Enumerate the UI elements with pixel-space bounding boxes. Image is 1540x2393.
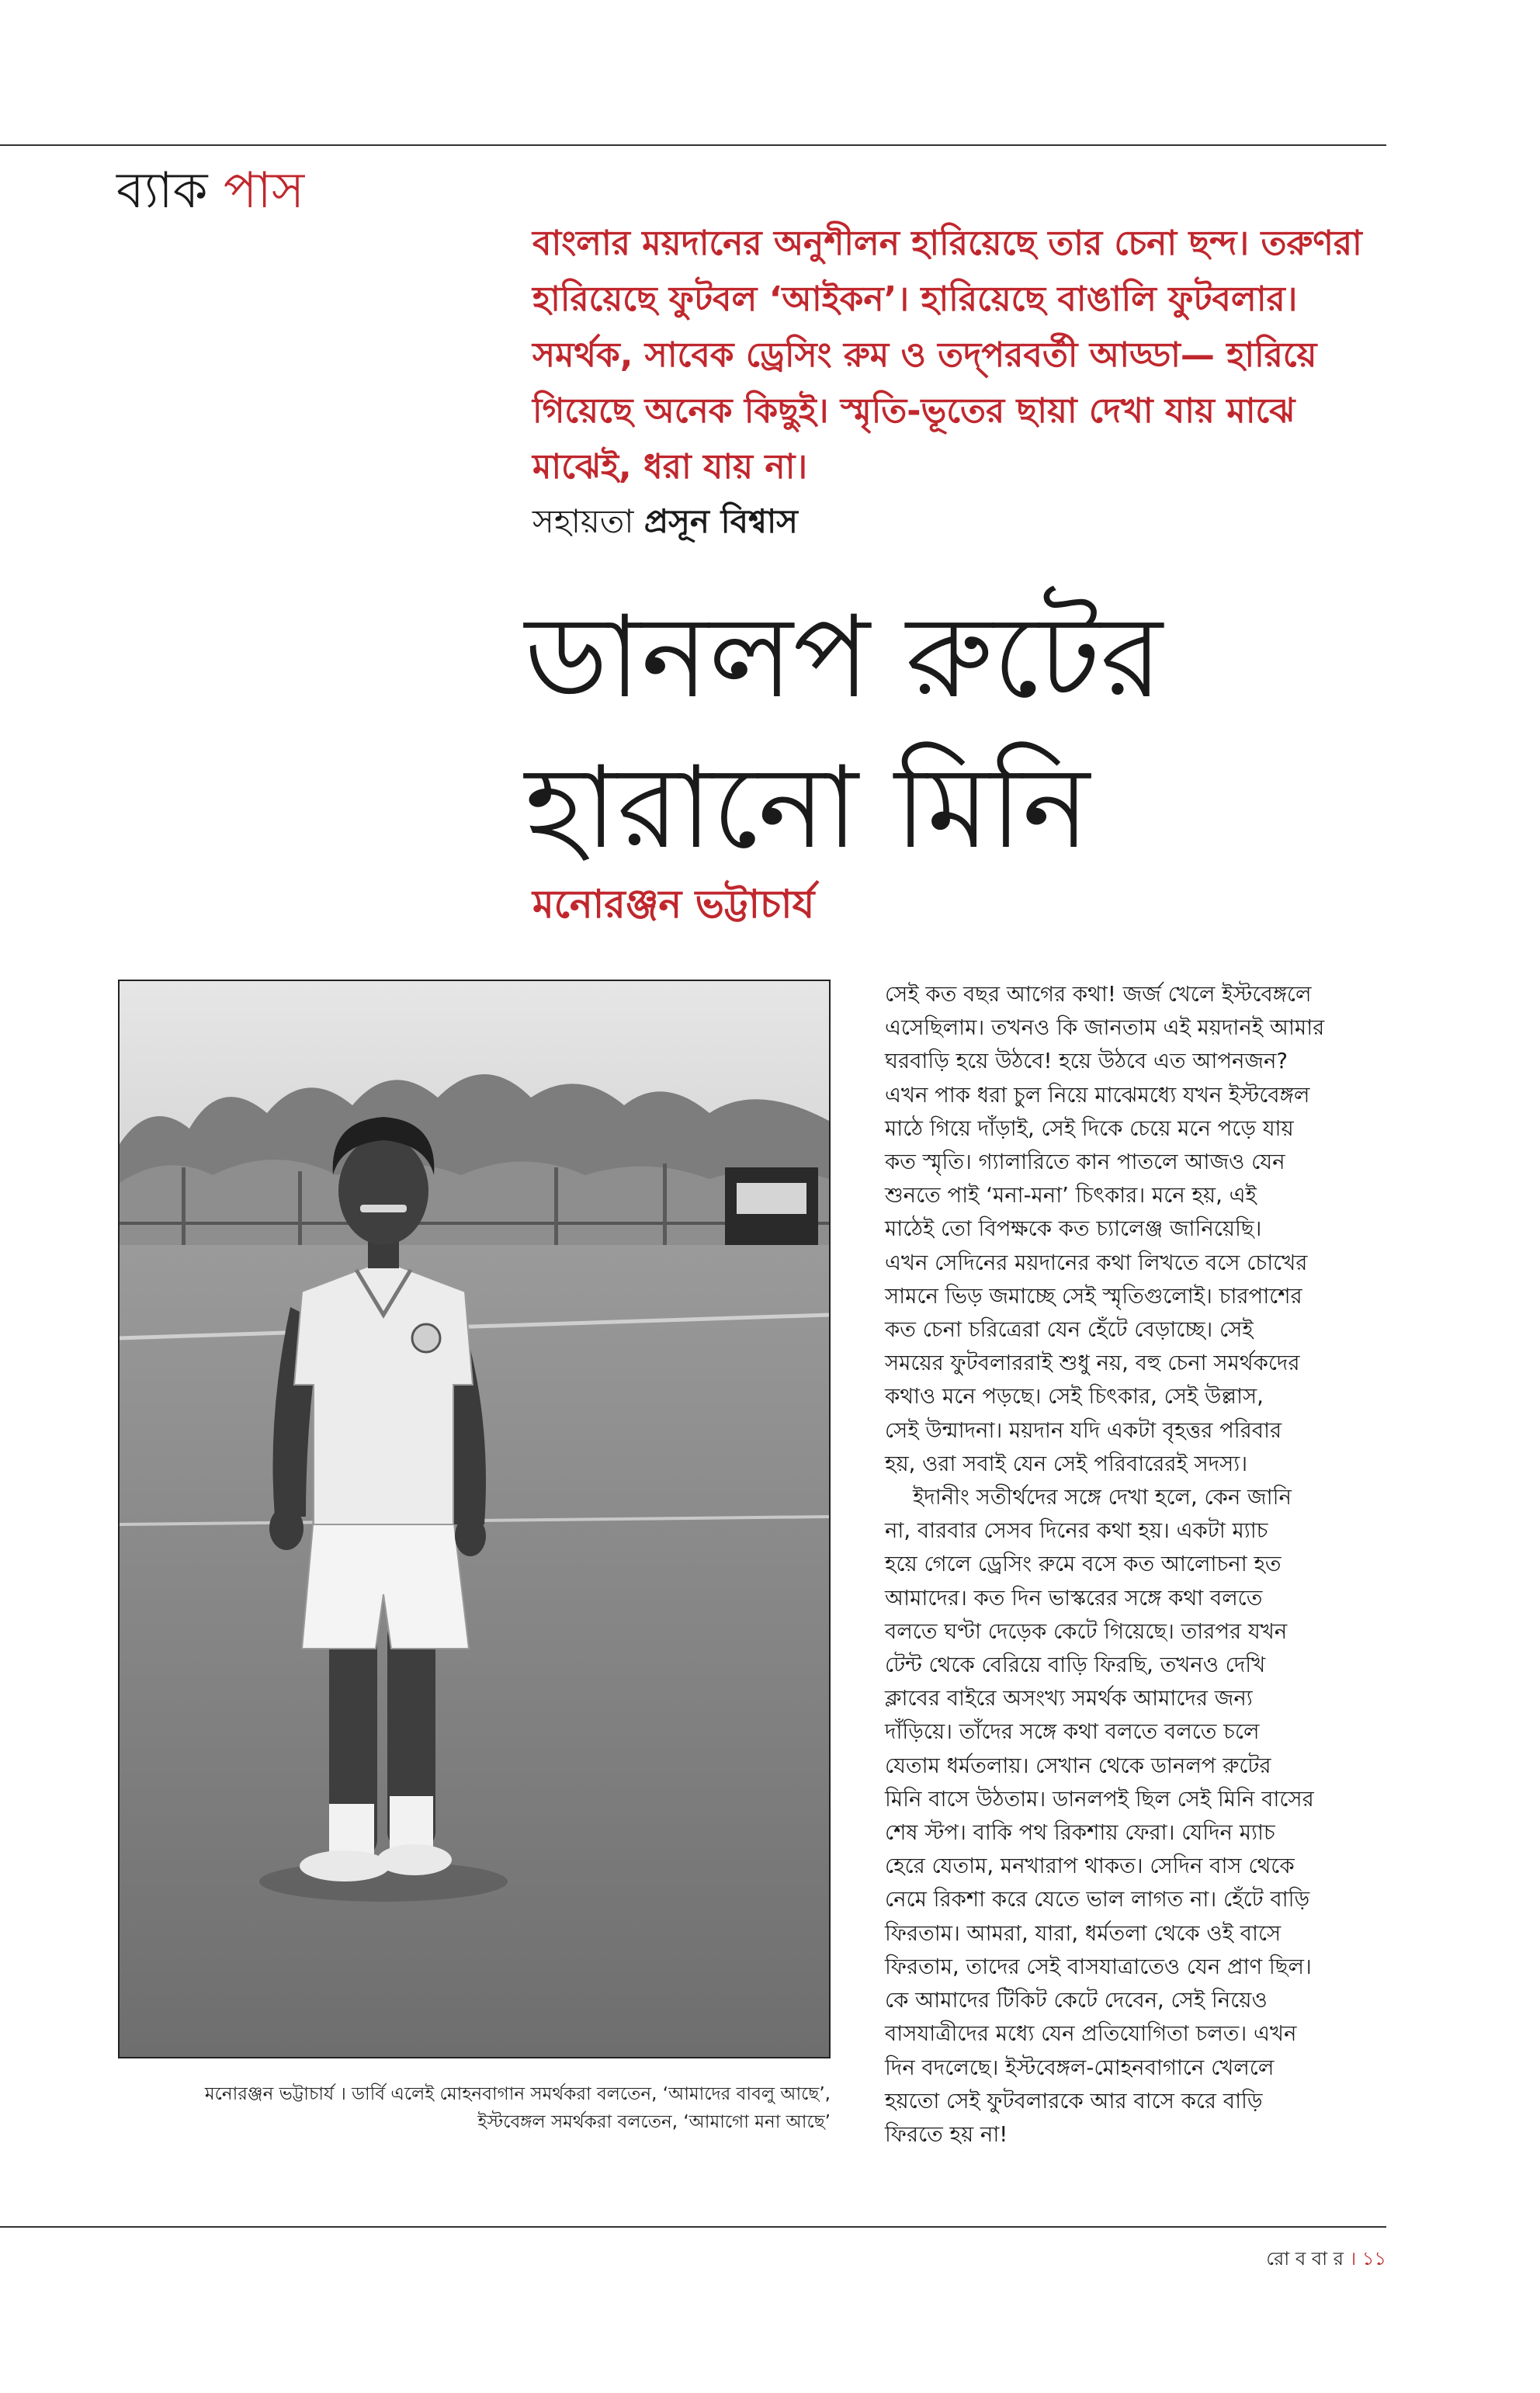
article-line: বাসযাত্রীদের মধ্যে যেন প্রতিযোগিতা চলত। এখন [885,2021,1297,2047]
photo-caption-line-2: ইস্টবেঙ্গল সমর্থকরা বলতেন, ‘আমাগো মনা আছে’ [477,2112,831,2132]
section-label [116,160,304,222]
article-line: সামনে ভিড় জমাচ্ছে সেই স্মৃতিগুলোই। চারপাশের [885,1283,1302,1309]
article-line: ক্লাবের বাইরে অসংখ্য সমর্থক আমাদের জন্য [885,1686,1253,1712]
article-line: মাঠেই তো বিপক্ষকে কত চ্যালেঞ্জ জানিয়েছি। [885,1216,1262,1242]
page-footer [1266,2245,1386,2273]
article-line: ফিরতাম। আমরা, যারা, ধর্মতলা থেকে ওই বাসে [885,1920,1282,1946]
photo-caption [118,2080,831,2136]
assist-credit [532,498,798,545]
bottom-rule [0,2226,1386,2228]
article-line: কত স্মৃতি। গ্যালারিতে কান পাতলে আজও যেন [885,1150,1285,1175]
photo-caption-line-1: মনোরঞ্জন ভট্টাচার্য । ডার্বি এলেই মোহনবাগান সমর্থকরা বলতেন, ‘আমাদের বাবলু আছে’, [204,2084,831,2104]
assist-label: সহায়তা [532,502,634,540]
article-line: সময়ের ফুটবলাররাই শুধু নয়, বহু চেনা সমর্থকদের [885,1351,1300,1376]
article-line: দিন বদলেছে। ইস্টবেঙ্গল-মোহনবাগানে খেললে [885,2055,1275,2080]
intro-paragraph: বাংলার ময়দানের অনুশীলন হারিয়েছে তার চেনা ছন্দ। তরুণরা হারিয়েছে ফুটবল ‘আইকন’। হারিয়েছে বাঙালি ফুটবলার। সমর্থক, সাবেক ড্রেসিং রুম ও তদ্‌পরবর্তী আড্ডা— হারিয়ে গিয়েছে অনেক কিছুই। স্মৃতি-ভূতের ছায়া দেখা যায় মাঝে মাঝেই, ধরা যায় না। [532,224,1362,487]
article-line: এসেছিলাম। তখনও কি জানতাম এই ময়দানই আমার [885,1015,1325,1041]
article-line: কত চেনা চরিত্রেরা যেন হেঁটে বেড়াচ্ছে। সেই [885,1317,1254,1343]
player-photo-image [120,981,829,2057]
article-line: হয়, ওরা সবাই যেন সেই পরিবারেরই সদস্য। [885,1451,1248,1476]
top-rule [0,144,1386,146]
article-line: ইদানীং সতীর্থদের সঙ্গে দেখা হলে, কেন জানি [913,1485,1292,1510]
page-number: ১১ [1361,2248,1386,2270]
byline: মনোরঞ্জন ভট্টাচার্য [532,882,815,927]
article-line: মাঠে গিয়ে দাঁড়াই, সেই দিকে চেয়ে মনে পড়ে যায় [885,1115,1294,1141]
article-body [885,978,1397,2152]
article-line: যেতাম ধর্মতলায়। সেখান থেকে ডানলপ রুটের [885,1753,1271,1778]
article-line: বলতে ঘণ্টা দেড়েক কেটে গিয়েছে। তারপর যখন [885,1618,1288,1644]
article-line: সেই কত বছর আগের কথা! জর্জ খেলে ইস্টবেঙ্গলে [885,982,1312,1007]
assist-name: প্রসূন বিশ্বাস [643,502,798,540]
article-line: হয়ে গেলে ড্রেসিং রুমে বসে কত আলোচনা হত [885,1552,1282,1577]
headline-line-1: ডানলপ রুটের [525,591,1163,723]
headline [525,582,1394,883]
headline-line-2: হারানো মিনি [525,742,1090,874]
section-label-word2: পাস [223,162,305,220]
article-line: এখন পাক ধরা চুল নিয়ে মাঝেমধ্যে যখন ইস্টবেঙ্গল [885,1082,1310,1108]
article-line: না, বারবার সেসব দিনের কথা হয়। একটা ম্যাচ [885,1518,1268,1544]
article-line: ঘরবাড়ি হয়ে উঠবে! হয়ে উঠবে এত আপনজন? [885,1049,1289,1074]
article-line: শেষ স্টপ। বাকি পথ রিকশায় ফেরা। যেদিন ম্যাচ [885,1820,1275,1846]
article-line: কে আমাদের টিকিট কেটে দেবেন, সেই নিয়েও [885,1988,1268,2013]
article-line: দাঁড়িয়ে। তাঁদের সঙ্গে কথা বলতে বলতে চলে [885,1719,1260,1745]
article-line: হয়তো সেই ফুটবলারকে আর বাসে করে বাড়ি [885,2088,1263,2114]
article-line: আমাদের। কত দিন ভাস্করের সঙ্গে কথা বলতে [885,1585,1263,1611]
player-photo [118,980,831,2058]
footer-separator: । [1349,2248,1357,2270]
article-line: ফিরতে হয় না! [885,2121,1008,2147]
article-line: নেমে রিকশা করে যেতে ভাল লাগত না। হেঁটে বাড়ি [885,1887,1310,1913]
article-line: মিনি বাসে উঠতাম। ডানলপই ছিল সেই মিনি বাসের [885,1786,1314,1812]
article-line: এখন সেদিনের ময়দানের কথা লিখতে বসে চোখের [885,1250,1308,1275]
article-line: সেই উন্মাদনা। ময়দান যদি একটা বৃহত্তর পরিবার [885,1417,1282,1443]
article-line: টেন্ট থেকে বেরিয়ে বাড়ি ফিরছি, তখনও দেখি [885,1653,1266,1678]
section-label-word1: ব্যাক [116,162,208,220]
article-line: হেরে যেতাম, মনখারাপ থাকত। সেদিন বাস থেকে [885,1854,1295,1879]
article-line: কথাও মনে পড়ছে। সেই চিৎকার, সেই উল্লাস, [885,1384,1264,1410]
article-line: ফিরতাম, তাদের সেই বাসযাত্রাতেও যেন প্রাণ ছিল। [885,1954,1312,1979]
footer-magazine-name: রো ব বা র [1266,2248,1344,2270]
article-line: শুনতে পাই ‘মনা-মনা’ চিৎকার। মনে হয়, এই [885,1183,1257,1209]
